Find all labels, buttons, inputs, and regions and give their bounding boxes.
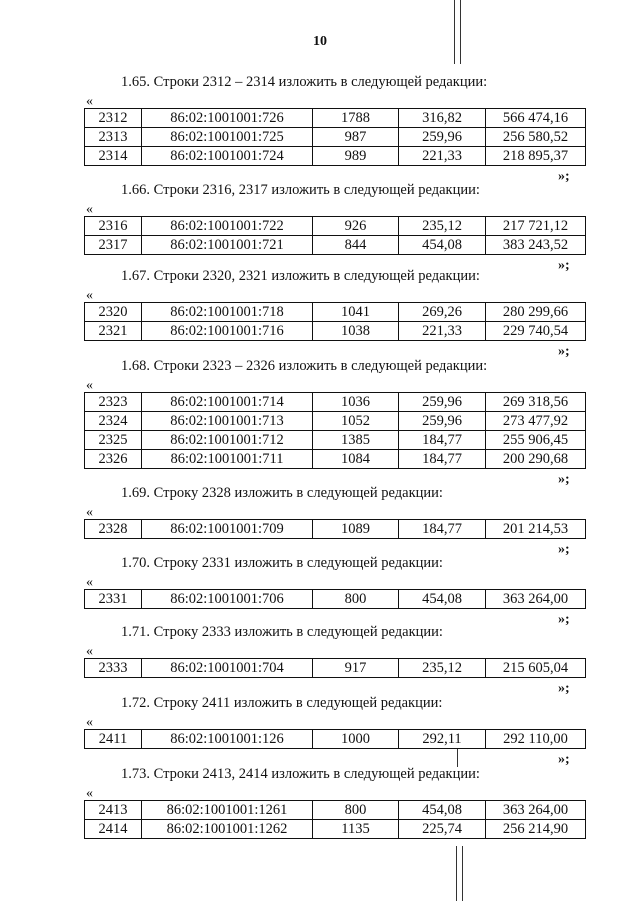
open-quote: « xyxy=(86,644,93,659)
table-cell: 2326 xyxy=(85,450,142,469)
table-cell: 273 477,92 xyxy=(486,412,586,431)
table-cell: 86:02:1001001:713 xyxy=(142,412,313,431)
open-quote: « xyxy=(86,288,93,303)
section-table xyxy=(84,519,586,539)
section-heading: 1.69. Строку 2328 изложить в следующей редакции: xyxy=(121,485,443,501)
page-number: 10 xyxy=(313,34,327,49)
table-cell: 217 721,12 xyxy=(486,217,586,236)
section-heading: 1.65. Строки 2312 – 2314 изложить в следующей редакции: xyxy=(121,74,488,90)
table-row xyxy=(85,820,586,839)
table-cell: 184,77 xyxy=(399,431,486,450)
section-heading: 1.66. Строки 2316, 2317 изложить в следующей редакции: xyxy=(121,182,480,198)
table-cell: 2333 xyxy=(85,659,142,678)
table-cell: 2414 xyxy=(85,820,142,839)
open-quote: « xyxy=(86,786,93,801)
table-cell: 221,33 xyxy=(399,322,486,341)
table-cell: 2313 xyxy=(85,128,142,147)
table-row xyxy=(85,730,586,749)
table-row xyxy=(85,322,586,341)
table-cell: 2317 xyxy=(85,236,142,255)
section-heading: 1.71. Строку 2333 изложить в следующей редакции: xyxy=(121,624,443,640)
scan-artifact-line xyxy=(460,0,461,64)
table-row xyxy=(85,659,586,678)
table-row xyxy=(85,801,586,820)
table-row xyxy=(85,147,586,166)
close-quote: »; xyxy=(558,258,570,273)
table-cell: 2413 xyxy=(85,801,142,820)
section-heading: 1.68. Строки 2323 – 2326 изложить в следующей редакции: xyxy=(121,358,488,374)
table-cell: 86:02:1001001:712 xyxy=(142,431,313,450)
table-row xyxy=(85,431,586,450)
table-cell: 86:02:1001001:711 xyxy=(142,450,313,469)
table-row xyxy=(85,109,586,128)
table-row xyxy=(85,590,586,609)
table-cell: 86:02:1001001:721 xyxy=(142,236,313,255)
table-cell: 259,96 xyxy=(399,412,486,431)
table-cell: 2328 xyxy=(85,520,142,539)
close-quote: »; xyxy=(558,472,570,487)
table-cell: 2320 xyxy=(85,303,142,322)
table-row xyxy=(85,450,586,469)
table-row xyxy=(85,520,586,539)
open-quote: « xyxy=(86,575,93,590)
table-cell: 2323 xyxy=(85,393,142,412)
table-cell: 259,96 xyxy=(399,128,486,147)
table-cell: 1052 xyxy=(313,412,399,431)
table-cell: 184,77 xyxy=(399,520,486,539)
section-table xyxy=(84,392,586,469)
section-table xyxy=(84,302,586,341)
table-cell: 235,12 xyxy=(399,659,486,678)
table-cell: 86:02:1001001:726 xyxy=(142,109,313,128)
table-cell: 269,26 xyxy=(399,303,486,322)
table-cell: 454,08 xyxy=(399,236,486,255)
table-cell: 989 xyxy=(313,147,399,166)
open-quote: « xyxy=(86,715,93,730)
table-row xyxy=(85,393,586,412)
section-table xyxy=(84,589,586,609)
open-quote: « xyxy=(86,94,93,109)
table-cell: 280 299,66 xyxy=(486,303,586,322)
table-cell: 926 xyxy=(313,217,399,236)
open-quote: « xyxy=(86,378,93,393)
close-quote: »; xyxy=(558,612,570,627)
close-quote: »; xyxy=(558,681,570,696)
table-cell: 2324 xyxy=(85,412,142,431)
section-heading: 1.73. Строки 2413, 2414 изложить в следующей редакции: xyxy=(121,766,480,782)
table-cell: 225,74 xyxy=(399,820,486,839)
section-table xyxy=(84,729,586,749)
table-cell: 2316 xyxy=(85,217,142,236)
table-cell: 221,33 xyxy=(399,147,486,166)
table-cell: 987 xyxy=(313,128,399,147)
scan-artifact-line xyxy=(454,0,455,64)
close-quote: »; xyxy=(558,169,570,184)
section-heading: 1.70. Строку 2331 изложить в следующей редакции: xyxy=(121,555,443,571)
table-cell: 235,12 xyxy=(399,217,486,236)
table-cell: 292,11 xyxy=(399,730,486,749)
table-cell: 201 214,53 xyxy=(486,520,586,539)
table-cell: 86:02:1001001:725 xyxy=(142,128,313,147)
table-cell: 566 474,16 xyxy=(486,109,586,128)
table-cell: 800 xyxy=(313,801,399,820)
table-cell: 86:02:1001001:706 xyxy=(142,590,313,609)
table-cell: 229 740,54 xyxy=(486,322,586,341)
table-cell: 844 xyxy=(313,236,399,255)
table-cell: 454,08 xyxy=(399,590,486,609)
table-cell: 2331 xyxy=(85,590,142,609)
table-cell: 1000 xyxy=(313,730,399,749)
section-table xyxy=(84,108,586,166)
table-cell: 1135 xyxy=(313,820,399,839)
table-cell: 86:02:1001001:716 xyxy=(142,322,313,341)
table-cell: 86:02:1001001:1261 xyxy=(142,801,313,820)
table-row xyxy=(85,412,586,431)
table-cell: 316,82 xyxy=(399,109,486,128)
table-cell: 255 906,45 xyxy=(486,431,586,450)
close-quote: »; xyxy=(558,752,570,767)
table-cell: 2314 xyxy=(85,147,142,166)
section-table xyxy=(84,216,586,255)
table-cell: 86:02:1001001:722 xyxy=(142,217,313,236)
table-cell: 363 264,00 xyxy=(486,590,586,609)
table-row xyxy=(85,303,586,322)
table-cell: 800 xyxy=(313,590,399,609)
section-heading: 1.72. Строку 2411 изложить в следующей редакции: xyxy=(121,695,443,711)
section-table xyxy=(84,658,586,678)
table-row xyxy=(85,236,586,255)
table-cell: 1038 xyxy=(313,322,399,341)
table-cell: 1788 xyxy=(313,109,399,128)
table-row xyxy=(85,128,586,147)
table-cell: 383 243,52 xyxy=(486,236,586,255)
table-cell: 269 318,56 xyxy=(486,393,586,412)
table-cell: 86:02:1001001:724 xyxy=(142,147,313,166)
table-cell: 1084 xyxy=(313,450,399,469)
scan-artifact-line xyxy=(462,846,463,901)
table-cell: 2312 xyxy=(85,109,142,128)
table-cell: 363 264,00 xyxy=(486,801,586,820)
scan-artifact-line xyxy=(457,749,458,767)
section-table xyxy=(84,800,586,839)
table-cell: 292 110,00 xyxy=(486,730,586,749)
table-cell: 86:02:1001001:1262 xyxy=(142,820,313,839)
table-cell: 86:02:1001001:714 xyxy=(142,393,313,412)
table-cell: 86:02:1001001:126 xyxy=(142,730,313,749)
table-cell: 917 xyxy=(313,659,399,678)
table-cell: 1036 xyxy=(313,393,399,412)
table-cell: 256 580,52 xyxy=(486,128,586,147)
open-quote: « xyxy=(86,202,93,217)
table-cell: 1041 xyxy=(313,303,399,322)
table-cell: 2321 xyxy=(85,322,142,341)
table-cell: 200 290,68 xyxy=(486,450,586,469)
table-row xyxy=(85,217,586,236)
table-cell: 256 214,90 xyxy=(486,820,586,839)
table-cell: 454,08 xyxy=(399,801,486,820)
table-cell: 86:02:1001001:709 xyxy=(142,520,313,539)
table-cell: 1089 xyxy=(313,520,399,539)
open-quote: « xyxy=(86,505,93,520)
table-cell: 215 605,04 xyxy=(486,659,586,678)
close-quote: »; xyxy=(558,344,570,359)
scan-artifact-line xyxy=(456,846,457,901)
table-cell: 218 895,37 xyxy=(486,147,586,166)
table-cell: 86:02:1001001:704 xyxy=(142,659,313,678)
table-cell: 86:02:1001001:718 xyxy=(142,303,313,322)
table-cell: 259,96 xyxy=(399,393,486,412)
close-quote: »; xyxy=(558,542,570,557)
table-cell: 1385 xyxy=(313,431,399,450)
section-heading: 1.67. Строки 2320, 2321 изложить в следующей редакции: xyxy=(121,268,480,284)
table-cell: 184,77 xyxy=(399,450,486,469)
table-cell: 2325 xyxy=(85,431,142,450)
table-cell: 2411 xyxy=(85,730,142,749)
